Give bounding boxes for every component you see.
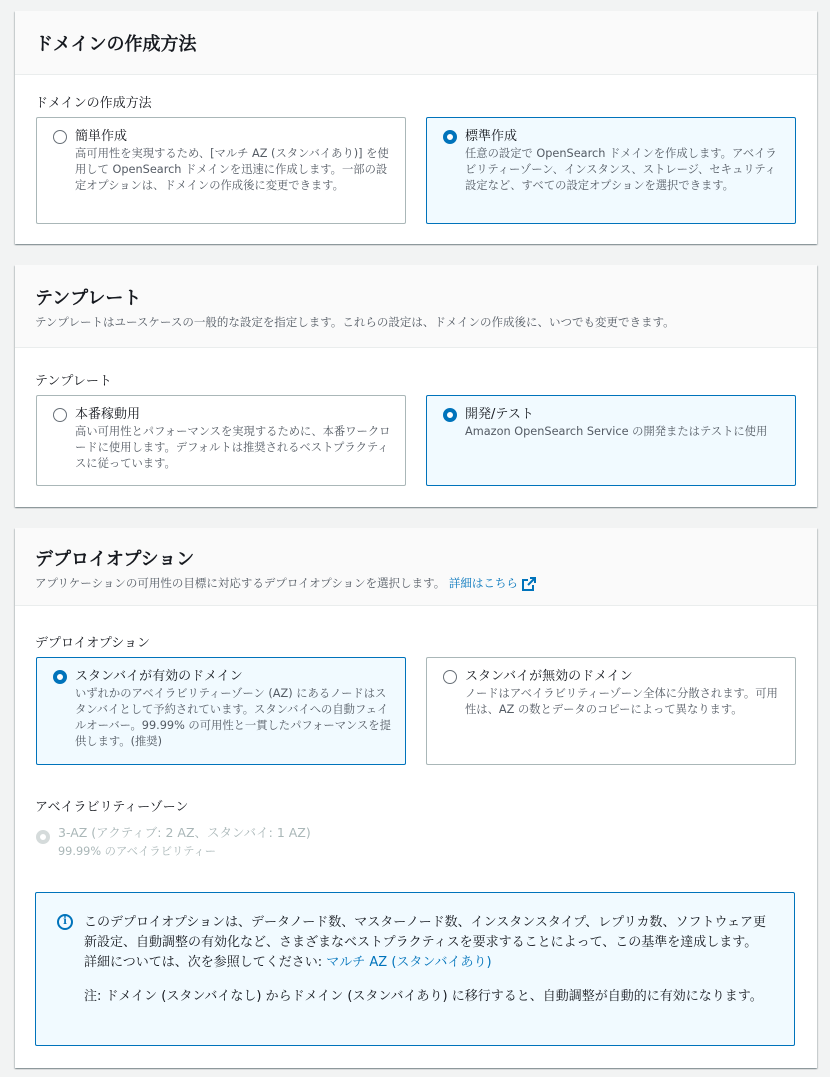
standard-create-radio[interactable] [443,130,457,144]
template-panel [15,265,817,507]
deploy-header [15,528,817,606]
standby-enabled-desc: いずれかのアベイラビリティーゾーン (AZ) にあるノードはスタンバイとして予約されています。スタンバイへの自動フェイルオーバー。99.99% の可用性と一貫したパフォーマンスを提供します。(推奨) [75,687,391,748]
deploy-description-text: アプリケーションの可用性の目標に対応するデプロイオプションを選択します。 [35,576,446,590]
standard-create-option[interactable] [426,117,796,224]
learn-more-label: 詳細はこちら [448,576,518,590]
template-header [15,265,817,348]
dev-test-desc: Amazon OpenSearch Service の開発またはテストに使用 [465,425,768,438]
easy-create-radio[interactable] [53,130,67,144]
standard-create-desc: 任意の設定で OpenSearch ドメインを作成します。アベイラビリティーゾーン、インスタンス、ストレージ、セキュリティ設定など、すべての設定オプションを選択できます。 [465,147,777,192]
dev-test-title: 開発/テスト [465,407,534,422]
template-description: テンプレートはユースケースの一般的な設定を指定します。これらの設定は、ドメインの作成後に、いつでも変更できます。 [35,315,675,329]
az-option-title: 3-AZ (アクティブ: 2 AZ、スタンバイ: 1 AZ) [58,825,311,840]
standby-enabled-option[interactable] [36,657,406,765]
info-text [84,913,770,973]
standby-enabled-title: スタンバイが有効のドメイン [75,669,243,684]
external-link-icon [522,577,536,591]
production-option[interactable] [36,395,406,486]
standby-disabled-title: スタンバイが無効のドメイン [465,669,633,684]
dev-test-radio[interactable] [443,408,457,422]
az-label: アベイラビリティーゾーン [35,800,189,815]
deploy-option-label: デプロイオプション [35,636,151,651]
production-title: 本番稼動用 [75,407,141,422]
easy-create-title: 簡単作成 [75,129,128,144]
standby-disabled-option[interactable] [426,657,796,765]
creation-method-panel [15,11,817,244]
standby-disabled-radio[interactable] [443,670,457,684]
multi-az-link[interactable]: マルチ AZ (スタンバイあり) [326,955,492,970]
easy-create-desc: 高可用性を実現するため、[マルチ AZ (スタンバイあり)] を使用して OpenSearch ドメインを迅速に作成します。一部の設定オプションは、ドメインの作成後に変更できます。 [75,147,389,192]
creation-method-label: ドメインの作成方法 [35,96,152,111]
creation-method-title: ドメインの作成方法 [35,34,197,55]
az-option-desc: 99.99% のアベイラビリティー [58,845,217,858]
info-icon: i [57,914,73,930]
standby-enabled-radio[interactable] [53,670,67,684]
creation-method-header [15,11,817,75]
standard-create-title: 標準作成 [465,129,518,144]
learn-more-link[interactable] [449,576,536,590]
dev-test-option[interactable] [426,395,796,486]
info-body: このデプロイオプションは、データノード数、マスターノード数、インスタンスタイプ、レプリカ数、ソフトウェア更新設定、自動調整の有効化など、さまざまなベストプラクティスを要求することによって、この基準を達成します。詳細については、次を参照してください: [84,915,766,970]
template-title: テンプレート [35,288,142,309]
deploy-description [35,575,797,591]
production-desc: 高い可用性とパフォーマンスを実現するために、本番ワークロードに使用します。デフォルトは推奨されるベストプラクティスに従っています。 [75,425,391,470]
standby-disabled-desc: ノードはアベイラビリティーゾーン全体に分散されます。可用性は、AZ の数とデータのコピーによって異なります。 [465,687,778,716]
deploy-panel [15,528,817,1068]
deploy-title: デプロイオプション [35,549,195,570]
info-alert [35,892,795,1046]
template-label: テンプレート [35,374,112,389]
easy-create-option[interactable] [36,117,406,224]
az-radio-disabled [36,830,50,844]
production-radio[interactable] [53,408,67,422]
info-note: 注: ドメイン (スタンバイなし) からドメイン (スタンバイあり) に移行すると、自動調整が自動的に有効になります。 [84,989,763,1004]
